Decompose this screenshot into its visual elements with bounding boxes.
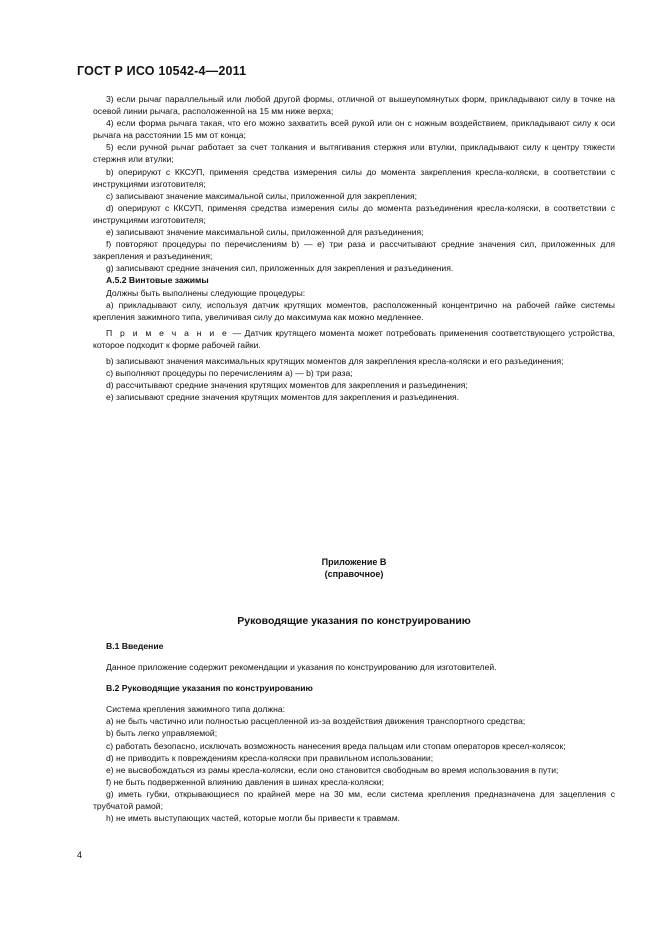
list-item: c) записывают значение максимальной силы, приложенной для закрепления;	[106, 190, 418, 201]
annex-b-body	[93, 640, 615, 824]
list-item: b) оперируют с ККСУП, применяя средства измерения силы до момента закрепления кресла-коляски, в соответствии с инструкциями изготовителя;	[93, 166, 615, 189]
list-item: c) работать безопасно, исключать возможность нанесения вреда пальцам или стопам операторов кресел-колясок;	[106, 740, 566, 751]
section-heading-b1: В.1 Введение	[106, 641, 164, 651]
annex-label	[93, 556, 615, 580]
section-a5-body	[93, 93, 615, 403]
section-heading-b2: В.2 Руководящие указания по конструированию	[106, 683, 313, 694]
annex-name: Приложение В	[321, 557, 387, 567]
standard-header: ГОСТ Р ИСО 10542-4—2011	[77, 64, 247, 78]
list-item: g) записывают средние значения сил, приложенных для закрепления и разъединения.	[106, 263, 454, 274]
annex-title: Руководящие указания по конструированию	[237, 615, 471, 627]
list-item: g) иметь губки, открывающиеся по крайней мере на 30 мм, если система крепления предназначена для зацепления с трубчатой рамой;	[93, 788, 615, 812]
list-item: e) записывают средние значения крутящих моментов для закрепления и разъединения.	[106, 392, 460, 403]
list-item: d) не приводить к повреждениям кресла-коляски при правильном использовании;	[106, 752, 434, 763]
list-item: 5) если ручной рычаг работает за счет толкания и вытягивания стержня или втулки, прикладывают силу к центру тяжести стержня или втулки;	[93, 142, 615, 165]
list-item: 3) если рычаг параллельный или любой другой формы, отличной от вышеупомянутых форм, прикладывают силу в точке на осевой линии рычага, расположенной на 15 мм ниже верха;	[93, 94, 615, 117]
list-item: d) рассчитывают средние значения крутящих моментов для закрепления и разъединения;	[106, 380, 468, 391]
paragraph: Система крепления зажимного типа должна:	[106, 704, 286, 715]
list-item: e) не высвобождаться из рамы кресла-коляски, если оно становится свободным во время использования в пути;	[106, 764, 559, 775]
list-item: d) оперируют с ККСУП, применяя средства измерения силы до момента разъединения кресла-коляски, в соответствии с инструкциями изготовителя;	[93, 202, 615, 225]
section-heading-a52: А.5.2 Винтовые зажимы	[106, 275, 209, 286]
note-text: — Датчик крутящего момента может потребовать применения соответствующего устройства, которое подходит к форме рабочей гайки.	[93, 327, 615, 350]
list-item: f) не быть подверженной влиянию давления в шинах кресла-коляски;	[106, 776, 384, 787]
list-item: e) записывают значение максимальной силы, приложенной для разъединения;	[106, 227, 424, 238]
note-label: П р и м е ч а н и е	[106, 327, 230, 338]
list-item: 4) если форма рычага такая, что его можно захватить всей рукой или он с ножным воздействием, прикладывают силу к оси рычага на расстоянии 15 мм от конца;	[93, 118, 615, 141]
list-item: c) выполняют процедуры по перечислениям а) — b) три раза;	[106, 368, 353, 379]
note	[93, 327, 615, 351]
annex-type: (справочное)	[324, 569, 384, 579]
list-item: а) не быть частично или полностью расцепленной из-за воздействия движения транспортного средства;	[106, 716, 526, 727]
page-number: 4	[77, 850, 83, 860]
paragraph: Данное приложение содержит рекомендации и указания по конструированию для изготовителей.	[106, 662, 497, 673]
list-item: f) повторяют процедуры по перечислениям b) — e) три раза и рассчитывают средние значения сил, приложенных для закрепления и разъединения;	[93, 239, 615, 262]
list-item: b) записывают значения максимальных крутящих моментов для закрепления кресла-коляски и его разъединения;	[106, 355, 564, 366]
list-item: h) не иметь выступающих частей, которые могли бы привести к травмам.	[106, 813, 401, 824]
list-item: а) прикладывают силу, используя датчик крутящих моментов, расположенный концентрично на рабочей гайке системы крепления зажимного типа, увеличивая силу до максимума как можно медленнее.	[93, 299, 615, 322]
list-item: b) быть легко управляемой;	[106, 728, 218, 739]
paragraph: Должны быть выполнены следующие процедуры:	[106, 287, 306, 298]
